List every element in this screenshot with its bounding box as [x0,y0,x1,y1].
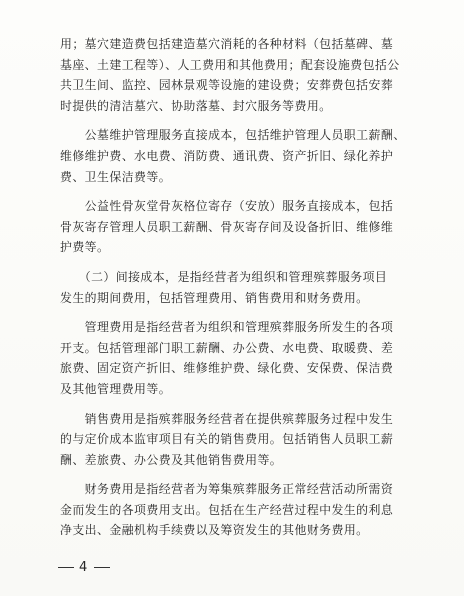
page-number [58,560,110,575]
page-number-dash-right [94,567,110,568]
paragraph-management-expenses: 管理费用是指经营者为组织和管理殡葬服务所发生的各项 开支。包括管理部门职工薪酬、办公费、水电费、取暖费、差 旅费、固定资产折旧、维修维护费、绿化费、安保费、保洁费 及其他管理费用等。 [60,320,394,396]
paragraph-indirect-costs: （二）间接成本，是指经营者为组织和管理殡葬服务项目 发生的期间费用，包括管理费用、销售费用和财务费用。 [60,269,388,305]
paragraph-sales-expenses: 销售费用是指殡葬服务经营者在提供殡葬服务过程中发生 的与定价成本监审项目有关的销售费用。包括销售人员职工薪 酬、差旅费、办公费及其他销售费用等。 [60,411,394,467]
page-number-value: 4 [79,560,90,575]
paragraph-financial-expenses: 财务费用是指经营者为筹集殡葬服务正常经营活动所需资 金而发生的各项费用支出。包括在生产经营过程中发生的利息 净支出、金融机构手续费以及筹资发生的其他财务费用。 [60,482,394,538]
document-body [60,34,424,550]
paragraph-cemetery-maintenance: 公墓维护管理服务直接成本，包括维护管理人员职工薪酬、 维修维护费、水电费、消防费、通讯费、资产折旧、绿化养护 费、卫生保洁费等。 [60,128,406,184]
page-number-dash-left [58,567,74,568]
paragraph-ash-storage: 公益性骨灰堂骨灰格位寄存（安放）服务直接成本，包括 骨灰寄存管理人员职工薪酬、骨灰寄存间及设备折旧、维修维 护费等。 [60,199,394,255]
paragraph-burial-costs: 用；墓穴建造费包括建造墓穴消耗的各种材料（包括墓碑、墓 基座、土建工程等）、人工费用和其他费用；配套设施费包括公 共卫生间、监控、园林景观等设施的建设费；安葬费包括安葬 时提供的清洁墓穴、协助落墓、封穴服务等费用。 [60,37,400,113]
